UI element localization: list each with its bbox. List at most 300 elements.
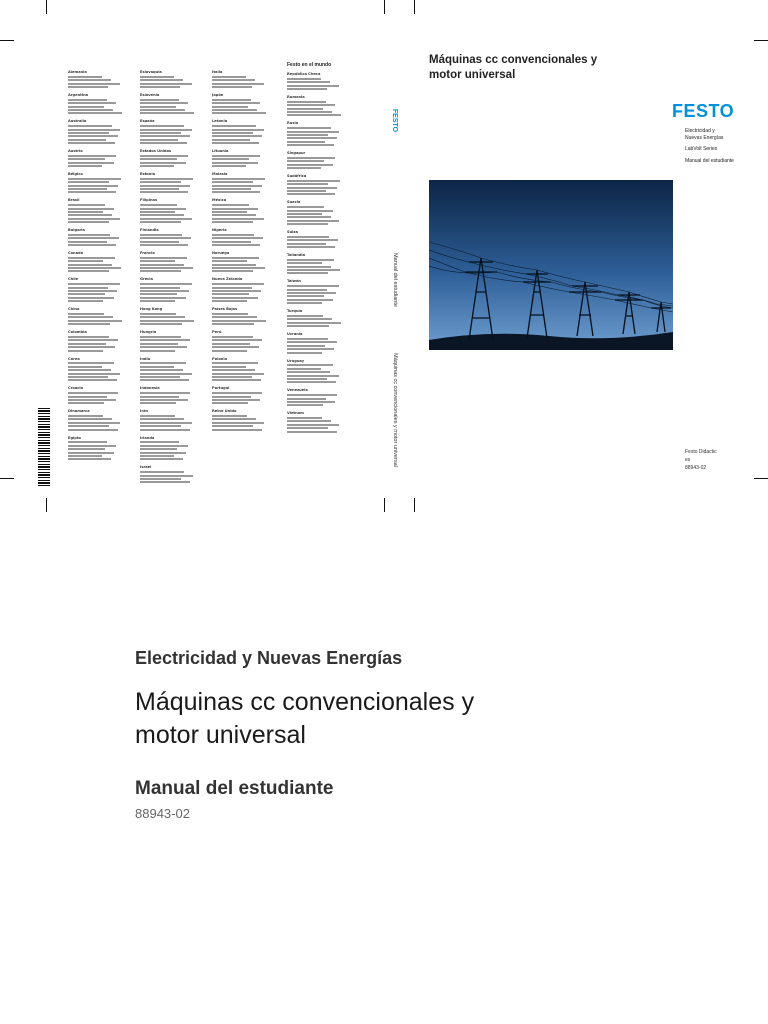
address-line [140, 83, 192, 85]
address-line [140, 445, 188, 447]
address-line [140, 415, 175, 417]
address-line [140, 178, 193, 180]
country-name: Nigeria [212, 228, 227, 233]
address-entry [212, 172, 280, 193]
address-line [68, 320, 122, 322]
address-line [212, 79, 255, 81]
front-footer [685, 448, 717, 472]
address-line [68, 241, 107, 243]
address-line [68, 452, 114, 454]
series-line: Electricidad y [685, 128, 715, 134]
address-line [212, 129, 264, 131]
country-name: Israel [140, 465, 152, 470]
address-line [140, 132, 181, 134]
address-line [140, 399, 188, 401]
country-name: Bélgica [68, 172, 83, 177]
address-line [68, 106, 104, 108]
address-line [68, 83, 120, 85]
title-page-title [135, 686, 565, 752]
address-line [287, 111, 332, 113]
address-line [68, 76, 102, 78]
address-line [287, 104, 335, 106]
address-line [287, 190, 326, 192]
address-line [140, 214, 184, 216]
address-line [68, 162, 114, 164]
country-name: Dinamarca [68, 409, 90, 414]
address-line [287, 404, 323, 406]
country-name: Irlanda [140, 435, 155, 440]
address-line [287, 213, 322, 215]
address-line [212, 343, 250, 345]
address-line [140, 396, 179, 398]
address-line [140, 102, 188, 104]
address-entry [68, 277, 136, 302]
address-line [287, 114, 341, 116]
address-column [212, 70, 280, 436]
address-column [68, 70, 136, 465]
country-name: Francia [140, 251, 155, 256]
address-line [68, 191, 116, 193]
address-line [140, 237, 191, 239]
address-entry [68, 330, 136, 351]
address-line [212, 181, 253, 183]
address-line [140, 221, 181, 223]
address-line [68, 293, 105, 295]
address-line [212, 429, 262, 431]
country-name: Portugal [212, 386, 230, 391]
address-line [140, 162, 186, 164]
address-line [212, 422, 264, 424]
address-line [140, 260, 175, 262]
address-entry [212, 93, 280, 114]
address-line [212, 125, 256, 127]
address-line [287, 272, 328, 274]
address-line [140, 79, 183, 81]
address-line [212, 402, 248, 404]
address-line [287, 266, 331, 268]
address-line [140, 343, 178, 345]
address-line [212, 373, 264, 375]
address-line [140, 346, 187, 348]
front-title-line: Máquinas cc convencionales y [429, 54, 598, 66]
address-line [68, 339, 118, 341]
address-line [140, 455, 174, 457]
address-line [68, 109, 113, 111]
address-entry [287, 411, 355, 432]
address-entry [68, 409, 136, 430]
address-line [68, 211, 103, 213]
country-name: Austria [68, 149, 83, 154]
address-line [68, 283, 120, 285]
address-entry [140, 307, 208, 325]
address-line [212, 264, 256, 266]
address-line [212, 142, 259, 144]
country-name: Japón [212, 92, 224, 97]
address-line [287, 371, 330, 373]
address-line [287, 78, 321, 80]
address-line [287, 246, 335, 248]
address-entry [212, 409, 280, 430]
address-line [140, 448, 177, 450]
country-name: Egipto [68, 435, 82, 440]
address-entry [68, 198, 136, 223]
address-line [212, 267, 265, 269]
address-line [140, 392, 190, 394]
country-name: Singapur [287, 151, 306, 156]
spine-manual-label: Manual del estudiante [392, 253, 399, 307]
address-line [68, 270, 109, 272]
address-line [212, 362, 258, 364]
country-name: Ucrania [287, 332, 303, 337]
address-line [287, 216, 331, 218]
country-name: Rusia [287, 121, 299, 126]
country-name: Suecia [287, 200, 301, 205]
address-line [212, 237, 263, 239]
address-line [212, 379, 261, 381]
address-line [140, 376, 180, 378]
address-line [287, 141, 325, 143]
address-line [68, 221, 109, 223]
country-name: Vietnam [287, 411, 304, 416]
address-line [212, 346, 259, 348]
address-line [140, 106, 176, 108]
address-line [212, 270, 253, 272]
address-line [68, 373, 120, 375]
address-entry [140, 330, 208, 351]
address-line [212, 260, 247, 262]
address-line [140, 297, 186, 299]
manual-label: Manual del estudiante [685, 157, 734, 164]
country-name: Sudáfrica [287, 174, 307, 179]
address-line [68, 287, 108, 289]
address-entry [287, 200, 355, 225]
address-line [212, 178, 265, 180]
title-line: Máquinas cc convencionales y [135, 688, 475, 716]
address-line [212, 323, 254, 325]
spine-festo-logo: FESTO [391, 108, 399, 132]
address-line [140, 112, 194, 114]
address-entry [212, 70, 280, 88]
country-name: Estonia [140, 172, 155, 177]
address-line [287, 352, 322, 354]
address-entry [140, 149, 208, 167]
address-line [140, 267, 193, 269]
address-entry [212, 357, 280, 382]
country-name: Brasil [68, 198, 80, 203]
country-name: Finlandia [140, 228, 159, 233]
country-name: Perú [212, 330, 222, 335]
address-entry [212, 330, 280, 351]
address-line [140, 165, 174, 167]
address-line [287, 292, 336, 294]
address-line [140, 323, 182, 325]
address-entry [287, 279, 355, 304]
address-line [287, 160, 324, 162]
address-line [68, 415, 103, 417]
address-entry [287, 151, 355, 169]
address-line [287, 210, 333, 212]
country-name: Canadá [68, 251, 84, 256]
address-line [212, 139, 250, 141]
address-entry [68, 119, 136, 144]
address-line [140, 422, 192, 424]
address-line [212, 376, 252, 378]
address-line [68, 129, 120, 131]
country-name: Eslovaquia [140, 70, 162, 74]
address-line [140, 471, 184, 473]
country-name: España [140, 119, 155, 124]
address-line [287, 345, 325, 347]
country-name: Eslovenia [140, 92, 160, 97]
address-line [140, 283, 192, 285]
address-entry [212, 198, 280, 223]
address-line [287, 398, 326, 400]
address-line [212, 191, 260, 193]
address-line [140, 188, 179, 190]
country-name: Noruega [212, 251, 230, 256]
address-line [212, 316, 257, 318]
address-line [140, 300, 175, 302]
address-line [68, 204, 105, 206]
address-line [287, 236, 329, 238]
address-line [140, 339, 190, 341]
address-line [287, 341, 337, 343]
address-line [140, 234, 182, 236]
address-line [212, 283, 264, 285]
country-name: Venezuela [287, 388, 308, 393]
country-name: Nueva Zelanda [212, 277, 243, 282]
address-line [212, 336, 253, 338]
address-line [140, 155, 188, 157]
address-line [212, 218, 264, 220]
address-line [212, 112, 266, 114]
address-line [287, 322, 341, 324]
address-column [140, 70, 208, 488]
country-name: Corea [68, 356, 80, 361]
address-line [212, 234, 254, 236]
address-line [140, 418, 184, 420]
address-line [287, 325, 329, 327]
country-name: Letonia [212, 119, 228, 124]
address-line [212, 132, 253, 134]
country-name: Hong Kong [140, 307, 163, 312]
address-line [212, 135, 262, 137]
address-line [140, 218, 192, 220]
address-line [212, 165, 246, 167]
address-line [68, 237, 119, 239]
address-entry [287, 253, 355, 274]
power-lines-photo [429, 180, 673, 350]
address-line [68, 343, 106, 345]
address-line [68, 135, 118, 137]
address-line [287, 85, 339, 87]
address-line [287, 164, 333, 166]
address-line [68, 297, 114, 299]
address-entry [68, 357, 136, 382]
address-line [140, 369, 183, 371]
country-name: Irán [140, 409, 149, 414]
address-entry [68, 307, 136, 325]
address-line [212, 106, 248, 108]
address-line [287, 368, 321, 370]
address-line [212, 188, 251, 190]
address-line [212, 300, 247, 302]
address-line [140, 76, 174, 78]
address-line [68, 234, 110, 236]
address-line [287, 183, 328, 185]
address-entry [68, 149, 136, 167]
address-entry [287, 388, 355, 406]
address-line [140, 191, 188, 193]
address-line [140, 425, 181, 427]
country-name: Estados Unidos [140, 149, 172, 154]
address-line [68, 392, 118, 394]
crop-mark [384, 0, 385, 14]
address-line [212, 99, 251, 101]
address-line [212, 155, 260, 157]
address-line [287, 315, 323, 317]
address-column [287, 72, 355, 438]
address-line [287, 420, 331, 422]
address-line [140, 478, 181, 480]
address-entry [287, 359, 355, 384]
address-line [212, 83, 264, 85]
address-line [140, 293, 177, 295]
country-name: Rumania [287, 94, 305, 99]
address-entry [287, 95, 355, 116]
address-line [287, 302, 322, 304]
festo-world-heading: Festo en el mundo [287, 62, 332, 68]
address-line [287, 180, 340, 182]
address-line [140, 99, 179, 101]
address-line [287, 187, 337, 189]
address-entry [68, 386, 136, 404]
address-line [140, 313, 176, 315]
country-name: Uruguay [287, 358, 305, 363]
address-line [140, 125, 184, 127]
address-line [287, 269, 340, 271]
address-line [212, 366, 246, 368]
power-lines-illustration [429, 180, 673, 350]
address-entry [287, 174, 355, 195]
address-line [287, 108, 323, 110]
country-name: Suiza [287, 230, 298, 235]
address-line [287, 299, 333, 301]
address-line [140, 208, 186, 210]
country-name: Lituania [212, 149, 229, 154]
address-line [68, 379, 117, 381]
address-line [140, 402, 176, 404]
language-code: es [685, 457, 691, 463]
address-line [68, 264, 112, 266]
address-line [140, 429, 190, 431]
address-line [68, 244, 116, 246]
address-line [287, 137, 337, 139]
address-line [140, 139, 178, 141]
address-line [287, 381, 336, 383]
country-name: India [140, 356, 151, 361]
address-line [68, 396, 107, 398]
address-entry [140, 465, 208, 483]
address-line [140, 86, 180, 88]
address-line [287, 262, 322, 264]
address-line [287, 424, 339, 426]
address-line [212, 418, 256, 420]
address-line [68, 155, 116, 157]
address-line [68, 313, 104, 315]
front-series-info [685, 128, 755, 169]
publisher-label: Festo Didactic [685, 449, 717, 455]
address-line [287, 157, 335, 159]
address-line [212, 221, 253, 223]
address-line [140, 181, 181, 183]
address-line [140, 350, 175, 352]
address-line [140, 366, 174, 368]
address-entry [212, 149, 280, 167]
country-name: Colombia [68, 330, 87, 335]
address-line [68, 165, 102, 167]
address-line [287, 431, 337, 433]
address-line [68, 208, 114, 210]
address-line [212, 102, 260, 104]
address-entry [68, 93, 136, 114]
address-entry [212, 251, 280, 272]
address-line [287, 375, 339, 377]
address-line [287, 394, 337, 396]
address-line [68, 399, 116, 401]
address-entry [212, 277, 280, 302]
address-entry [140, 198, 208, 223]
address-line [140, 264, 184, 266]
country-name: Tailandia [287, 253, 306, 258]
address-line [287, 243, 326, 245]
address-line [68, 290, 117, 292]
address-line [68, 214, 112, 216]
country-name: Italia [212, 70, 223, 74]
address-line [140, 379, 189, 381]
address-line [287, 427, 328, 429]
address-line [212, 313, 248, 315]
address-entry [140, 172, 208, 193]
address-line [140, 129, 192, 131]
address-line [140, 135, 190, 137]
address-entry [287, 230, 355, 248]
front-title-line: motor universal [429, 69, 516, 81]
crop-mark [384, 498, 385, 512]
address-line [140, 481, 190, 483]
country-name: Argentina [68, 92, 89, 97]
address-line [68, 158, 105, 160]
address-line [212, 392, 262, 394]
country-name: Grecia [140, 277, 153, 282]
address-line [287, 81, 330, 83]
address-line [287, 378, 327, 380]
address-line [140, 475, 193, 477]
address-line [140, 336, 181, 338]
address-line [140, 362, 186, 364]
address-entry [68, 172, 136, 193]
address-line [212, 396, 251, 398]
address-line [287, 220, 339, 222]
address-line [287, 206, 324, 208]
address-line [68, 323, 110, 325]
address-line [140, 185, 190, 187]
address-line [212, 211, 247, 213]
address-line [68, 418, 112, 420]
address-line [212, 208, 258, 210]
address-line [140, 373, 192, 375]
address-line [140, 158, 177, 160]
